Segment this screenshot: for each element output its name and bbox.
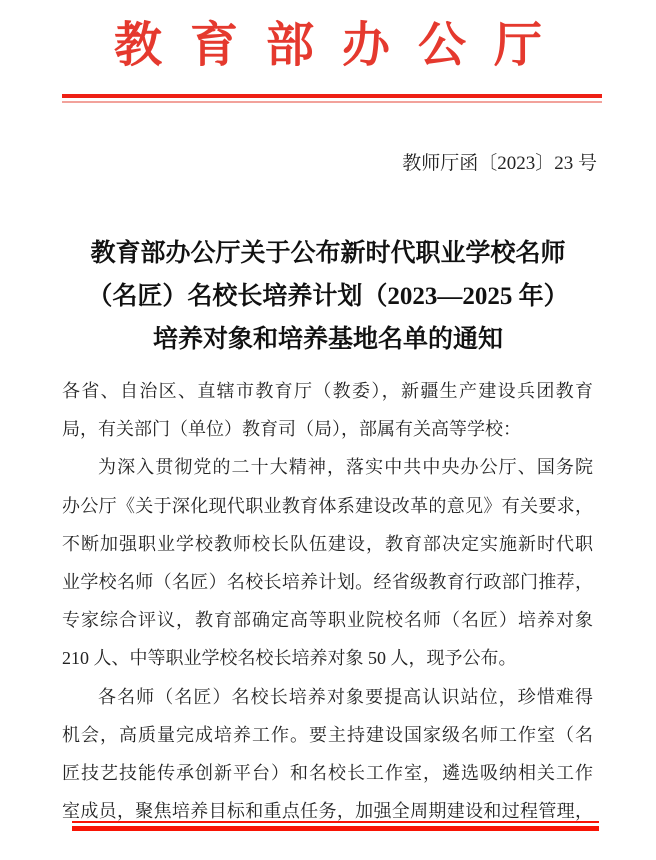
header-rule-thick bbox=[62, 94, 602, 98]
footer-rule-thick bbox=[72, 826, 599, 831]
doc-number: 教师厅函〔2023〕23 号 bbox=[402, 153, 597, 174]
salutation-line: 各省、自治区、直辖市教育厅（教委），新疆生产建设兵团教育 bbox=[62, 381, 593, 401]
document-body bbox=[62, 372, 593, 830]
body-line: 210 人、中等职业学校名校长培养对象 50 人，现予公布。 bbox=[62, 648, 517, 669]
header-rule-thin bbox=[62, 101, 602, 103]
body-line: 机会，高质量完成培养工作。要主持建设国家级名师工作室（名 bbox=[62, 724, 593, 745]
body-line: 匠技艺技能传承创新平台）和名校长工作室，遴选吸纳相关工作 bbox=[62, 762, 593, 783]
title-line-1: 教育部办公厅关于公布新时代职业学校名师 bbox=[90, 240, 566, 267]
document-title bbox=[28, 232, 628, 361]
body-line: 专家综合评议，教育部确定高等职业院校名师（名匠）培养对象 bbox=[62, 610, 593, 631]
body-line: 不断加强职业学校教师校长队伍建设，教育部决定实施新时代职 bbox=[62, 533, 593, 554]
footer-rule-thin bbox=[72, 821, 599, 823]
body-line: 办公厅《关于深化现代职业教育体系建设改革的意见》有关要求， bbox=[62, 495, 593, 516]
body-line: 室成员，聚焦培养目标和重点任务，加强全周期建设和过程管理， bbox=[62, 801, 593, 822]
letterhead-title: 教育部办公厅 bbox=[113, 19, 570, 72]
body-line: 业学校名师（名匠）名校长培养计划。经省级教育行政部门推荐， bbox=[62, 571, 593, 592]
title-line-2: （名匠）名校长培养计划（2023—2025 年） bbox=[87, 283, 569, 310]
salutation-line: 局，有关部门（单位）教育司（局），部属有关高等学校： bbox=[62, 419, 521, 440]
title-line-3: 培养对象和培养基地名单的通知 bbox=[152, 326, 503, 353]
body-line: 各名师（名匠）名校长培养对象要提高认识站位，珍惜难得 bbox=[98, 686, 593, 707]
body-line: 为深入贯彻党的二十大精神，落实中共中央办公厅、国务院 bbox=[98, 457, 593, 478]
